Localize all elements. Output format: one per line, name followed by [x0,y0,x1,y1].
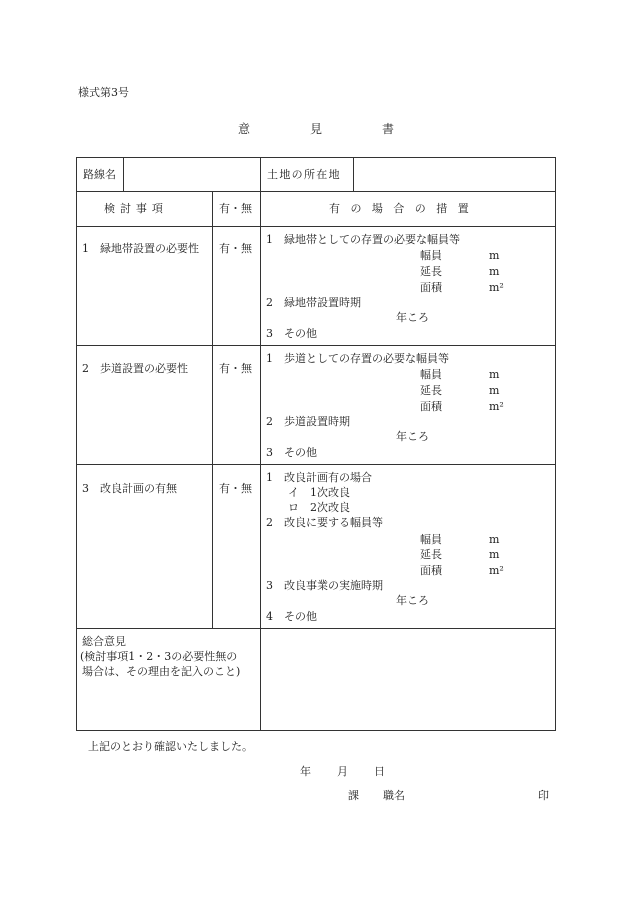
length-unit: m [489,384,500,397]
column-heading-yes-no: 有・無 [219,202,252,215]
table-rule [76,191,556,192]
date-year-label: 年 [300,765,311,778]
column-heading-measures: 有の場合の措置 [329,202,480,215]
overall-opinion-note: 場合は、その理由を記入のこと) [82,665,241,678]
table-rule [76,345,556,346]
width-label: 幅員 [420,249,442,262]
measure-line: 1 歩道としての存置の必要な幅員等 [266,352,449,365]
title-char-1: 意 [238,122,251,136]
table-border-right [555,157,556,731]
measure-line: 1 改良計画有の場合 [266,471,372,484]
measure-line: 3 改良事業の実施時期 [266,579,383,592]
area-unit: m² [489,400,504,413]
title-char-2: 見 [310,122,323,136]
seal-mark: 印 [538,789,549,802]
length-unit: m [489,265,500,278]
form-number: 様式第3号 [78,86,129,99]
section-label: 課 [348,789,359,802]
table-divider [123,157,124,192]
area-label: 面積 [420,400,442,413]
date-month-label: 月 [337,765,348,778]
width-label: 幅員 [420,368,442,381]
area-unit: m² [489,564,504,577]
land-location-label: 土地の所在地 [267,168,341,181]
date-day-label: 日 [374,765,385,778]
time-label: 年ころ [396,594,429,607]
confirmation-statement: 上記のとおり確認いたしました。 [88,740,253,753]
measure-line: 1 緑地帯としての存置の必要な幅員等 [266,233,460,246]
length-label: 延長 [420,384,442,397]
length-label: 延長 [420,265,442,278]
yes-no-choice: 有・無 [219,482,252,495]
table-divider [260,157,261,731]
item-label: 3 改良計画の有無 [82,482,177,495]
column-heading-items: 検討事項 [104,202,168,215]
measure-line: 3 その他 [266,327,317,340]
area-unit: m² [489,281,504,294]
title-name-label: 職名 [383,789,405,802]
route-name-label: 路線名 [83,168,116,181]
width-unit: m [489,533,500,546]
sub-option: イ 1次改良 [288,486,350,499]
table-divider [212,191,213,629]
time-label: 年ころ [396,430,429,443]
table-rule [76,628,556,629]
measure-line: 3 その他 [266,446,317,459]
table-divider [353,157,354,192]
table-rule [76,464,556,465]
overall-opinion-note: (検討事項1・2・3の必要性無の [80,650,238,663]
length-unit: m [489,548,500,561]
time-label: 年ころ [396,311,429,324]
yes-no-choice: 有・無 [219,362,252,375]
overall-opinion-label: 総合意見 [82,635,126,648]
item-label: 1 緑地帯設置の必要性 [82,242,199,255]
width-unit: m [489,368,500,381]
table-border-left [76,157,77,731]
sub-option: ロ 2次改良 [288,501,350,514]
table-border-bottom [76,730,556,731]
width-label: 幅員 [420,533,442,546]
table-border-top [76,157,556,158]
length-label: 延長 [420,548,442,561]
measure-line: 2 歩道設置時期 [266,415,350,428]
width-unit: m [489,249,500,262]
item-label: 2 歩道設置の必要性 [82,362,188,375]
area-label: 面積 [420,281,442,294]
title-char-3: 書 [382,122,395,136]
area-label: 面積 [420,564,442,577]
measure-line: 2 改良に要する幅員等 [266,516,383,529]
document-title [0,122,630,138]
measure-line: 4 その他 [266,610,317,623]
table-rule [76,226,556,227]
yes-no-choice: 有・無 [219,242,252,255]
measure-line: 2 緑地帯設置時期 [266,296,361,309]
